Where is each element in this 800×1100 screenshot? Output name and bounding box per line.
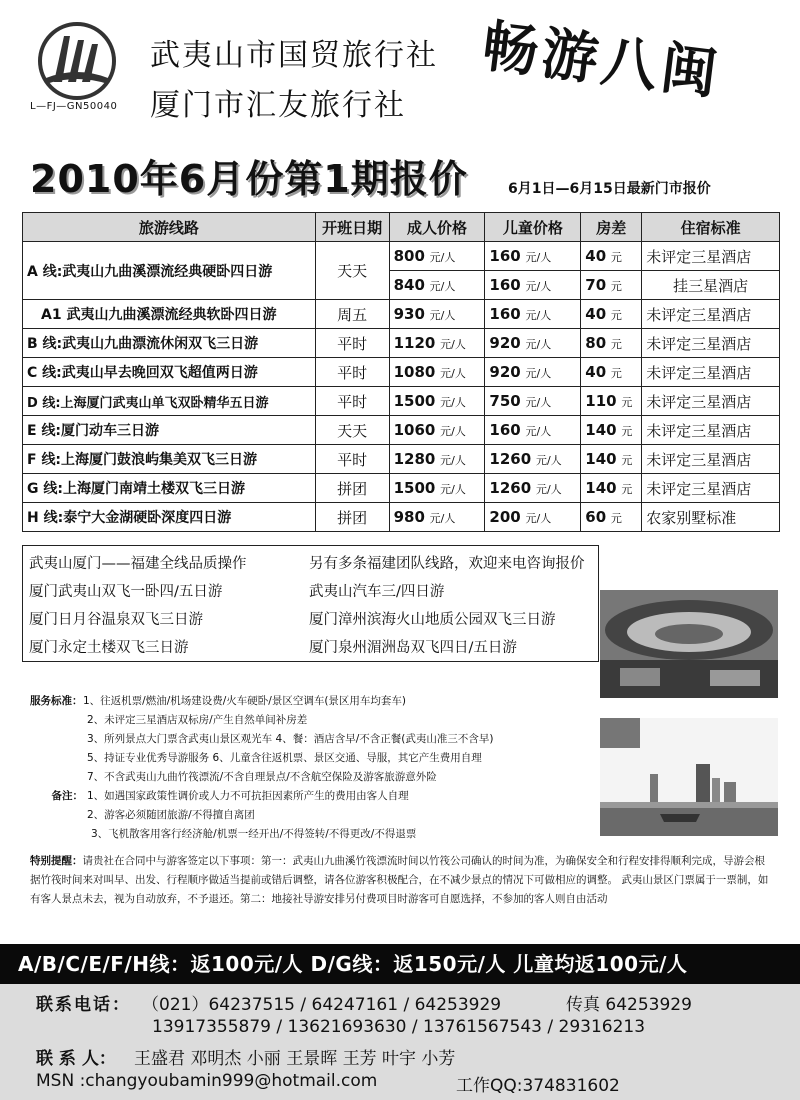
contact-person-label: 联 系 人： [36,1049,116,1069]
room-diff-cell [581,416,642,445]
child-price-cell [485,300,581,329]
date-cell: 平时 [315,445,389,474]
price-unit: 元/人 [535,483,562,496]
adult-price-cell [389,271,485,300]
price-unit: 元/人 [525,338,552,351]
extra-line: 厦门永定土楼双飞三日游 [29,640,189,656]
agency-name-wuyishan: 武夷山市国贸旅行社 [150,38,438,73]
mobile-numbers: 13917355879 / 13621693630 / 13761567543 / 29316213 [152,1017,646,1037]
hotel-cell: 挂三星酒店 [642,271,780,300]
phone-numbers: （021）64237515 / 64247161 / 64253929 [142,995,502,1015]
adult-price: 1120 [393,334,436,352]
child-price-cell [485,358,581,387]
price-table [22,212,780,532]
hotel-cell: 未评定三星酒店 [642,329,780,358]
adult-price: 800 [393,247,425,265]
qq-number: 工作QQ:374831602 [456,1076,620,1096]
adult-price-cell [389,242,485,271]
table-row [23,503,780,532]
adult-price: 930 [393,305,425,323]
child-price-cell [485,503,581,532]
table-row [23,387,780,416]
col-header-room: 房差 [581,213,642,242]
price-unit: 元/人 [440,396,466,409]
notes-section [30,692,590,844]
msn-address: MSN :changyoubamin999@hotmail.com [36,1071,378,1091]
price-unit: 元/人 [525,367,552,380]
adult-price-cell [389,387,485,416]
price-unit: 元 [610,280,622,293]
room-diff: 40 [585,305,607,323]
child-price-cell [485,416,581,445]
route-cell: A 线:武夷山九曲溪漂流经典硬卧四日游 [23,242,316,300]
adult-price-cell [389,300,485,329]
remark-item: 1、如遇国家政策性调价或人力不可抗拒因素所产生的费用由客人自理 [87,790,409,802]
route-cell: F 线:上海厦门鼓浪屿集美双飞三日游 [23,445,316,474]
price-unit: 元/人 [429,512,456,525]
service-label: 服务标准： [30,695,83,707]
price-unit: 元/人 [440,454,466,467]
date-cell: 周五 [315,300,389,329]
extra-line: 厦门武夷山双飞一卧四/五日游 [29,584,223,600]
room-diff-cell [581,387,642,416]
price-unit: 元/人 [525,309,552,322]
hotel-cell: 未评定三星酒店 [642,300,780,329]
route-cell: H 线:泰宁大金湖硬卧深度四日游 [23,503,316,532]
child-price: 1260 [489,450,532,468]
extra-routes-box [22,545,599,662]
child-price: 200 [489,508,521,526]
hotel-cell: 未评定三星酒店 [642,387,780,416]
date-cell: 拼团 [315,474,389,503]
col-header-route: 旅游线路 [23,213,316,242]
adult-price: 1500 [393,392,436,410]
price-unit: 元/人 [525,512,552,525]
service-row [30,692,590,711]
price-unit: 元/人 [525,251,552,264]
hotel-cell: 未评定三星酒店 [642,416,780,445]
hotel-cell: 未评定三星酒店 [642,242,780,271]
remarks-label: 备注： [51,790,83,802]
room-diff-cell [581,329,642,358]
special-reminder-label: 特别提醒： [30,855,83,867]
table-header-row [23,213,780,242]
price-unit: 元 [621,396,633,409]
child-price-cell [485,474,581,503]
child-price: 160 [489,421,521,439]
fax-number: 传真 64253929 [566,995,692,1015]
license-number: L—FJ—GN50040 [30,101,118,112]
room-diff: 60 [585,508,607,526]
child-price: 1260 [489,479,532,497]
price-unit: 元 [621,483,633,496]
adult-price: 1500 [393,479,436,497]
price-unit: 元/人 [525,396,552,409]
room-diff: 140 [585,421,617,439]
hotel-cell: 农家别墅标准 [642,503,780,532]
remarks-row [30,787,590,806]
room-diff-cell [581,300,642,329]
xiamen-skyline-photo [600,718,778,836]
contact-persons: 王盛君 邓明杰 小丽 王景晖 王芳 叶宇 小芳 [134,1049,456,1069]
child-price: 920 [489,334,521,352]
adult-price: 1280 [393,450,436,468]
extra-line: 厦门漳州滨海火山地质公园双飞三日游 [309,612,556,628]
table-row [23,445,780,474]
table-row [23,242,780,271]
adult-price-cell [389,503,485,532]
extra-line: 厦门日月谷温泉双飞三日游 [29,612,203,628]
slogan: 畅游八闽 [478,13,725,108]
room-diff-cell [581,503,642,532]
price-unit: 元 [610,367,622,380]
room-diff: 80 [585,334,607,352]
date-cell: 天天 [315,416,389,445]
table-row [23,329,780,358]
child-price-cell [485,445,581,474]
rebate-banner: A/B/C/E/F/H线：返100元/人 D/G线：返150元/人 儿童均返100元/人 [0,944,800,984]
adult-price: 1060 [393,421,436,439]
room-diff: 40 [585,247,607,265]
service-item: 1、往返机票/燃油/机场建设费/火车硬卧/景区空调车(景区用车均套车) [83,695,407,707]
table-row [23,416,780,445]
price-unit: 元 [610,309,622,322]
room-diff-cell [581,242,642,271]
price-unit: 元/人 [440,367,466,380]
date-range-subtitle: 6月1日—6月15日最新门市报价 [508,181,711,197]
agency-name-xiamen: 厦门市汇友旅行社 [150,88,406,123]
room-diff: 140 [585,479,617,497]
price-unit: 元/人 [429,280,456,293]
room-diff: 110 [585,392,617,410]
service-item: 7、不含武夷山九曲竹筏漂流/不含自理景点/不含航空保险及游客旅游意外险 [87,771,437,783]
adult-price-cell [389,416,485,445]
price-unit: 元/人 [429,309,456,322]
price-unit: 元/人 [440,483,466,496]
child-price-cell [485,387,581,416]
price-unit: 元/人 [429,251,456,264]
price-unit: 元 [610,512,622,525]
extra-line: 厦门泉州湄洲岛双飞四日/五日游 [309,640,517,656]
service-item: 5、持证专业优秀导游服务 6、儿童含往返机票、景区交通、导服，其它产生费用自理 [87,752,482,764]
price-unit: 元/人 [440,338,466,351]
contact-section [0,984,800,1100]
child-price-cell [485,242,581,271]
adult-price-cell [389,358,485,387]
date-cell: 平时 [315,329,389,358]
table-row [23,358,780,387]
room-diff-cell [581,358,642,387]
tulou-photo [600,590,778,698]
price-unit: 元 [621,454,633,467]
route-cell: D 线:上海厦门武夷山单飞双卧精华五日游 [23,387,316,416]
special-reminder [30,852,775,909]
adult-price: 1080 [393,363,436,381]
room-diff-cell [581,271,642,300]
route-cell: G 线:上海厦门南靖土楼双飞三日游 [23,474,316,503]
room-diff-cell [581,474,642,503]
child-price-cell [485,329,581,358]
price-unit: 元/人 [525,425,552,438]
adult-price: 980 [393,508,425,526]
room-diff-cell [581,445,642,474]
price-unit: 元/人 [440,425,466,438]
col-header-child: 儿童价格 [485,213,581,242]
col-header-adult: 成人价格 [389,213,485,242]
price-unit: 元/人 [535,454,562,467]
price-unit: 元 [610,338,622,351]
date-cell: 天天 [315,242,389,300]
service-item: 2、未评定三星酒店双标房/产生自然单间补房差 [87,714,308,726]
remark-item: 2、游客必须随团旅游/不得擅自离团 [87,809,255,821]
child-price: 160 [489,247,521,265]
child-price-cell [485,271,581,300]
adult-price-cell [389,445,485,474]
route-cell: B 线:武夷山九曲漂流休闲双飞三日游 [23,329,316,358]
table-row [23,300,780,329]
adult-price-cell [389,329,485,358]
special-reminder-text: 请贵社在合同中与游客签定以下事项：第一：武夷山九曲溪竹筏漂流时间以竹筏公司确认的时间为准，为确保安全和行程安排得顺利完成，导游会根据竹筏时间来对叫早、出发、行程顺序做适当提前或错后调整，请各位游客积极配合，在不减少景点的情况下可做相应的调整。 武夷山景区门票属于一票制，如有客人景点未去，视为自动放弃，不予退还。第二：地接社导游安排另付费项目时游客可自愿选择，不参加的客人则自由活动 [30,855,769,905]
company-logo [36,22,118,100]
extra-line: 另有多条福建团队线路，欢迎来电咨询报价 [309,556,585,572]
child-price: 750 [489,392,521,410]
route-cell: E 线:厦门动车三日游 [23,416,316,445]
price-unit: 元 [621,425,633,438]
table-row [23,474,780,503]
route-cell: A1 武夷山九曲溪漂流经典软卧四日游 [23,300,316,329]
remark-item: 3、飞机散客用客行经济舱/机票一经开出/不得签转/不得更改/不得退票 [91,828,417,840]
hotel-cell: 未评定三星酒店 [642,445,780,474]
extra-line: 武夷山汽车三/四日游 [309,584,445,600]
child-price: 160 [489,305,521,323]
phone-label: 联系电话： [36,995,131,1015]
service-item: 3、所列景点大门票含武夷山景区观光车 4、餐：酒店含早/不含正餐(武夷山准三不含早) [87,733,494,745]
page-title: 2010年6月份第1期报价 [30,157,468,201]
hotel-cell: 未评定三星酒店 [642,358,780,387]
route-cell: C 线:武夷山早去晚回双飞超值两日游 [23,358,316,387]
adult-price: 840 [393,276,425,294]
col-header-hotel: 住宿标准 [642,213,780,242]
room-diff: 140 [585,450,617,468]
extra-line: 武夷山厦门——福建全线品质操作 [29,556,247,572]
hotel-cell: 未评定三星酒店 [642,474,780,503]
child-price: 160 [489,276,521,294]
date-cell: 平时 [315,387,389,416]
adult-price-cell [389,474,485,503]
child-price: 920 [489,363,521,381]
date-cell: 平时 [315,358,389,387]
price-unit: 元 [610,251,622,264]
room-diff: 70 [585,276,607,294]
room-diff: 40 [585,363,607,381]
price-unit: 元/人 [525,280,552,293]
date-cell: 拼团 [315,503,389,532]
col-header-date: 开班日期 [315,213,389,242]
